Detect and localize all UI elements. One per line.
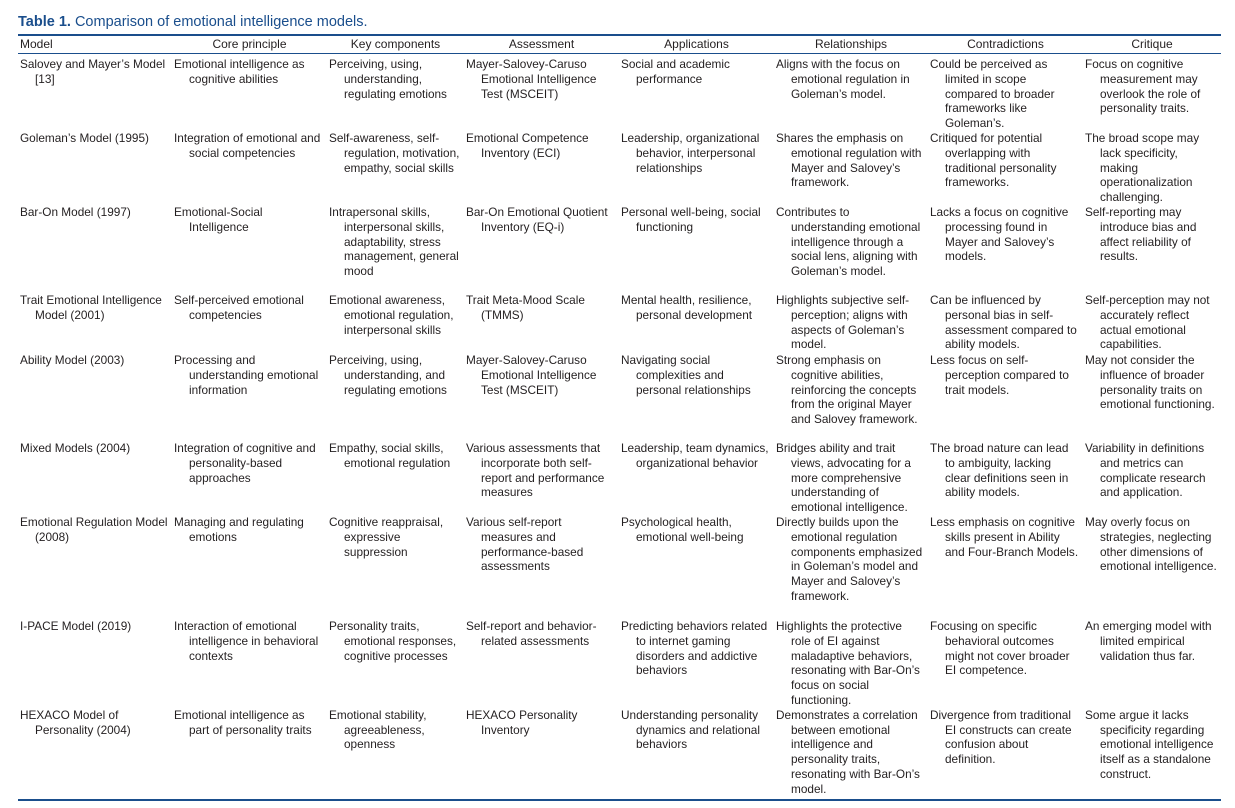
table-row [18,619,1221,708]
cell-text: Bar-On Model (1997) [20,204,131,219]
cell-critique [1083,131,1221,205]
cell-assessment [464,131,619,205]
cell-text: Psychological health, emotional well-being [621,514,744,544]
cell-applications [619,353,774,441]
cell-critique [1083,293,1221,353]
cell-critique [1083,441,1221,515]
cell-core-principle [172,53,327,131]
cell-relationships [774,515,928,619]
cell-contradictions [928,293,1083,353]
cell-text: Emotional intelligence as part of personality traits [174,707,312,737]
cell-text: Self-awareness, self-regulation, motivation, empathy, social skills [329,130,460,175]
cell-assessment [464,205,619,293]
cell-text: I-PACE Model (2019) [20,618,132,633]
cell-core-principle [172,441,327,515]
cell-text: Understanding personality dynamics and relational behaviors [621,707,760,752]
cell-key-components [327,353,464,441]
cell-text: Integration of cognitive and personality-based approaches [174,440,316,485]
cell-model [18,515,172,619]
cell-text: HEXACO Personality Inventory [466,707,578,737]
cell-relationships [774,353,928,441]
cell-relationships [774,293,928,353]
cell-text: Could be perceived as limited in scope compared to broader frameworks like Goleman’s. [930,57,1055,131]
cell-text: Interaction of emotional intelligence in behavioral contexts [174,618,319,663]
cell-text: Strong emphasis on cognitive abilities, reinforcing the concepts from the original Mayer and Salovey framework. [776,352,918,427]
cell-assessment [464,619,619,708]
cell-text: Emotional awareness, emotional regulation, interpersonal skills [329,292,454,337]
cell-text: Divergence from traditional EI constructs can create confusion about definition. [930,707,1072,767]
cell-contradictions [928,619,1083,708]
cell-text: Emotional stability, agreeableness, openness [329,707,427,752]
table-row [18,293,1221,353]
table-caption [18,14,368,30]
cell-text: Less emphasis on cognitive skills present in Ability and Four-Branch Models. [930,514,1079,559]
cell-contradictions [928,515,1083,619]
cell-text: Ability Model (2003) [20,352,125,367]
cell-text: Self-report and behavior-related assessments [466,618,597,648]
col-header-key-components: Key components [350,37,441,51]
cell-text: Mayer-Salovey-Caruso Emotional Intelligence Test (MSCEIT) [466,57,597,101]
cell-text: May not consider the influence of broader personality traits on emotional functioning. [1085,352,1215,412]
table-label: Table 1. [18,14,71,30]
cell-relationships [774,708,928,800]
col-header-model: Model [20,37,53,51]
cell-relationships [774,205,928,293]
cell-text: Various self-report measures and performance-based assessments [466,514,584,574]
cell-text: Highlights the protective role of EI against maladaptive behaviors, resonating with Bar-On’s focus on social functioning. [776,618,920,707]
cell-text: Salovey and Mayer’s Model [13] [20,57,166,86]
cell-assessment [464,441,619,515]
cell-assessment [464,293,619,353]
cell-text: Variability in definitions and metrics can complicate research and application. [1085,440,1206,500]
cell-contradictions [928,205,1083,293]
cell-text: Self-reporting may introduce bias and affect reliability of results. [1085,204,1197,264]
table-row [18,515,1221,619]
cell-core-principle [172,619,327,708]
table-title: Comparison of emotional intelligence models. [74,14,368,30]
cell-text: Emotional intelligence as cognitive abilities [174,57,305,86]
cell-model [18,293,172,353]
cell-core-principle [172,515,327,619]
cell-key-components [327,205,464,293]
cell-model [18,708,172,800]
cell-text: Emotional-Social Intelligence [174,204,263,234]
cell-key-components [327,515,464,619]
cell-critique [1083,515,1221,619]
cell-text: Mental health, resilience, personal development [621,292,753,322]
cell-applications [619,441,774,515]
cell-text: Shares the emphasis on emotional regulation with Mayer and Salovey’s framework. [776,130,922,190]
cell-model [18,619,172,708]
cell-contradictions [928,708,1083,800]
table-row [18,441,1221,515]
cell-model [18,441,172,515]
cell-key-components [327,293,464,353]
cell-text: Mayer-Salovey-Caruso Emotional Intelligence Test (MSCEIT) [466,352,597,397]
col-header-core-principle: Core principle [212,37,287,51]
col-header-contradictions: Contradictions [967,37,1044,51]
cell-relationships [774,131,928,205]
header-row [18,36,1221,53]
cell-text: Highlights subjective self-perception; aligns with aspects of Goleman’s model. [776,292,910,352]
cell-text: Personal well-being, social functioning [621,204,761,234]
cell-text: Social and academic performance [621,57,730,86]
cell-text: Predicting behaviors related to internet gaming disorders and addictive behaviors [621,618,768,678]
cell-text: Aligns with the focus on emotional regulation in Goleman’s model. [776,57,910,101]
cell-text: Critiqued for potential overlapping with traditional personality frameworks. [930,130,1057,190]
cell-key-components [327,619,464,708]
cell-critique [1083,619,1221,708]
cell-text: HEXACO Model of Personality (2004) [20,707,131,737]
cell-text: Integration of emotional and social competencies [174,130,321,160]
cell-applications [619,53,774,131]
cell-key-components [327,708,464,800]
cell-text: Managing and regulating emotions [174,514,304,544]
cell-contradictions [928,353,1083,441]
cell-text: Trait Meta-Mood Scale (TMMS) [466,292,585,322]
cell-text: Mixed Models (2004) [20,440,131,455]
cell-text: Less focus on self-perception compared to trait models. [930,352,1069,397]
table-row [18,708,1221,800]
cell-contradictions [928,441,1083,515]
cell-text: Directly builds upon the emotional regulation components emphasized in Goleman’s model and Mayer and Salovey’s framework. [776,514,923,603]
cell-model [18,353,172,441]
cell-applications [619,708,774,800]
col-header-assessment: Assessment [508,37,575,51]
cell-relationships [774,441,928,515]
cell-text: Can be influenced by personal bias in self-assessment compared to ability models. [930,292,1077,352]
cell-text: Empathy, social skills, emotional regulation [329,440,451,470]
cell-text: Various assessments that incorporate both self-report and performance measures [466,440,605,500]
cell-contradictions [928,53,1083,131]
cell-text: Goleman’s Model (1995) [20,130,149,145]
col-header-applications: Applications [664,37,729,51]
cell-critique [1083,205,1221,293]
cell-text: Intrapersonal skills, interpersonal skills, adaptability, stress management, general mood [329,204,459,279]
cell-text: The broad nature can lead to ambiguity, lacking clear definitions seen in ability models. [930,440,1069,500]
cell-text: Bridges ability and trait views, advocating for a more comprehensive understanding of emotional intelligence. [776,440,911,515]
cell-key-components [327,441,464,515]
cell-core-principle [172,131,327,205]
col-header-critique: Critique [1131,37,1173,51]
cell-applications [619,293,774,353]
cell-text: Some argue it lacks specificity regarding emotional intelligence itself as a standalone construct. [1085,707,1214,781]
cell-text: Emotional Competence Inventory (ECI) [466,130,589,160]
table-row [18,353,1221,441]
cell-text: Lacks a focus on cognitive processing found in Mayer and Salovey’s models. [930,204,1069,264]
cell-model [18,205,172,293]
cell-applications [619,515,774,619]
cell-text: Emotional Regulation Model (2008) [20,514,168,544]
cell-model [18,53,172,131]
cell-text: Self-perceived emotional competencies [174,292,304,322]
cell-text: Leadership, organizational behavior, interpersonal relationships [621,130,760,175]
cell-text: Bar-On Emotional Quotient Inventory (EQ-i) [466,204,608,234]
cell-text: Self-perception may not accurately reflect actual emotional capabilities. [1085,292,1210,352]
cell-text: Focus on cognitive measurement may overlook the role of personality traits. [1085,57,1201,116]
cell-text: Contributes to understanding emotional intelligence through a social lens, aligning with Goleman’s model. [776,204,921,279]
cell-core-principle [172,708,327,800]
cell-text: Perceiving, using, understanding, and regulating emotions [329,352,447,397]
col-header-relationships: Relationships [814,37,888,51]
cell-core-principle [172,293,327,353]
cell-contradictions [928,131,1083,205]
cell-relationships [774,619,928,708]
cell-key-components [327,53,464,131]
cell-text: The broad scope may lack specificity, making operationalization challenging. [1085,130,1200,205]
cell-text: Trait Emotional Intelligence Model (2001) [20,292,162,322]
cell-core-principle [172,353,327,441]
cell-assessment [464,515,619,619]
cell-assessment [464,353,619,441]
cell-model [18,131,172,205]
cell-assessment [464,708,619,800]
cell-relationships [774,53,928,131]
cell-assessment [464,53,619,131]
cell-critique [1083,53,1221,131]
cell-applications [619,205,774,293]
cell-applications [619,619,774,708]
table-row [18,205,1221,293]
cell-text: Processing and understanding emotional information [174,352,319,397]
cell-core-principle [172,205,327,293]
cell-critique [1083,353,1221,441]
cell-text: Perceiving, using, understanding, regulating emotions [329,57,447,101]
cell-text: An emerging model with limited empirical validation thus far. [1085,618,1212,663]
cell-text: Leadership, team dynamics, organizational behavior [621,440,769,470]
cell-text: Focusing on specific behavioral outcomes might not cover broader EI competence. [930,618,1070,678]
comparison-table [18,36,1221,800]
cell-text: Demonstrates a correlation between emotional intelligence and personality traits, resonating with Bar-On’s model. [776,707,920,796]
cell-text: Personality traits, emotional responses, cognitive processes [329,618,457,663]
table-row [18,53,1221,131]
table-row [18,131,1221,205]
cell-critique [1083,708,1221,800]
cell-key-components [327,131,464,205]
cell-text: Navigating social complexities and personal relationships [621,352,751,397]
cell-applications [619,131,774,205]
cell-text: May overly focus on strategies, neglecting other dimensions of emotional intelligence. [1085,514,1217,574]
cell-text: Cognitive reappraisal, expressive suppression [329,514,444,559]
